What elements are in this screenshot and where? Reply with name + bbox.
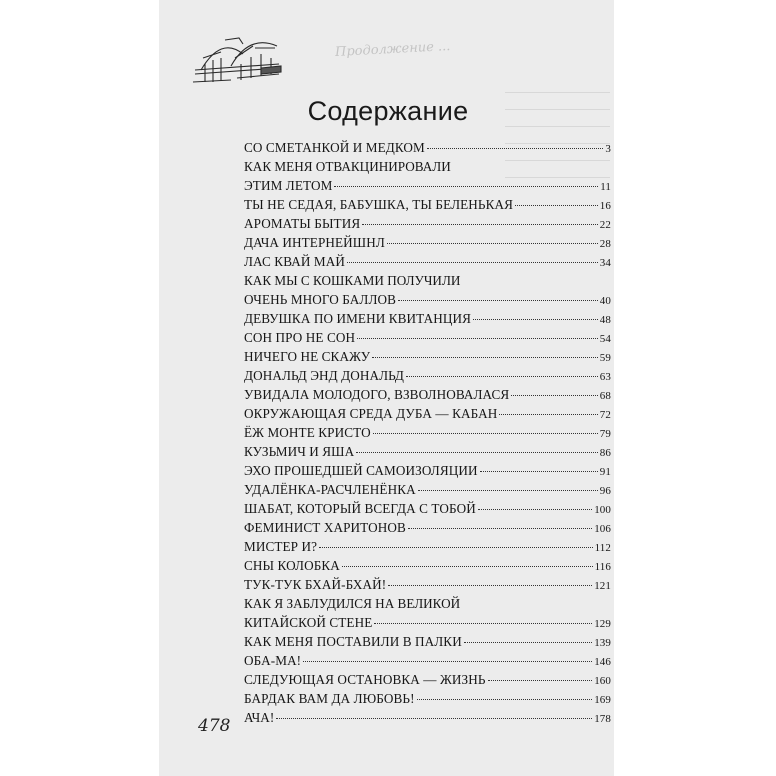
toc-entry-page: 79 [599,428,611,440]
toc-entry-title: УДАЛЁНКА-РАСЧЛЕНЁНКА [244,482,416,497]
toc-entry-page: 160 [594,675,611,687]
toc-entry-title: ДАЧА ИНТЕРНЕЙШНЛ [244,235,385,250]
dot-leader [499,414,597,415]
toc-entry-page: 11 [600,181,611,193]
toc-entry [244,518,611,537]
toc-entry [244,632,611,651]
dot-leader [388,585,592,586]
toc-entry-title: ФЕМИНИСТ ХАРИТОНОВ [244,520,406,535]
toc-entry [244,195,611,214]
toc-entry-page: 22 [599,219,611,231]
toc-entry [244,461,611,480]
dot-leader [511,395,597,396]
toc-entry-title: ДЕВУШКА ПО ИМЕНИ КВИТАНЦИЯ [244,311,472,326]
dot-leader [347,262,598,263]
toc-entry-page: 16 [599,200,611,212]
toc-entry [244,651,611,670]
dot-leader [357,338,598,339]
dot-leader [387,243,598,244]
toc-entry-title: НИЧЕГО НЕ СКАЖУ [244,349,371,364]
dot-leader [372,357,598,358]
toc-entry [244,309,611,328]
dot-leader [406,376,598,377]
dot-leader [480,471,598,472]
bridge-illustration-icon [191,24,283,88]
dot-leader [515,205,598,206]
dot-leader [342,566,593,567]
toc-entry [244,442,611,461]
toc-entry-page: 178 [594,713,611,725]
toc-entry-page: 106 [594,523,611,535]
toc-entry-title: КИТАЙСКОЙ СТЕНЕ [244,615,373,630]
dot-leader [478,509,592,510]
dot-leader [374,623,592,624]
toc-entry-title: СО СМЕТАНКОЙ И МЕДКОМ [244,140,425,155]
toc-entry [244,594,611,632]
toc-entry-title: УВИДАЛА МОЛОДОГО, ВЗВОЛНОВАЛАСЯ [244,387,510,402]
toc-entry-title: ТУК-ТУК БХАЙ-БХАЙ! [244,577,387,592]
toc-entry [244,404,611,423]
toc-entry-title: ЛАС КВАЙ МАЙ [244,254,345,269]
toc-entry-title: ЭХО ПРОШЕДШЕЙ САМОИЗОЛЯЦИИ [244,463,478,478]
dot-leader [276,718,592,719]
toc-entry-page: 40 [599,295,611,307]
toc-entry-title: ДОНАЛЬД ЭНД ДОНАЛЬД [244,368,404,383]
dot-leader [417,699,593,700]
toc-entry-title: БАРДАК ВАМ ДА ЛЮБОВЬ! [244,691,415,706]
toc-entry [244,480,611,499]
dot-leader [362,224,598,225]
toc-entry-title: СНЫ КОЛОБКА [244,558,340,573]
toc-entry-title: ОКРУЖАЮЩАЯ СРЕДА ДУБА — КАБАН [244,406,498,421]
toc-entry-title: КУЗЬМИЧ И ЯША [244,444,355,459]
toc-entry-title: ОБА-МА! [244,653,302,668]
page-title: Содержание [307,96,469,126]
toc-entry [244,347,611,366]
dot-leader [303,661,592,662]
toc-entry-title-line1: КАК МЫ С КОШКАМИ ПОЛУЧИЛИ [244,273,461,288]
toc-entry-page: 34 [599,257,611,269]
dot-leader [488,680,593,681]
toc-entry [244,385,611,404]
toc-entry-page: 112 [594,542,611,554]
toc-entry-page: 146 [594,656,611,668]
toc-entry-title: АЧА! [244,710,275,725]
toc-entry-page: 121 [594,580,611,592]
toc-entry [244,708,611,727]
toc-entry [244,328,611,347]
toc-entry-title: МИСТЕР И? [244,539,318,554]
toc-entry-title: АРОМАТЫ БЫТИЯ [244,216,361,231]
toc-entry-title: СОН ПРО НЕ СОН [244,330,356,345]
toc-entry [244,252,611,271]
toc-entry [244,366,611,385]
dot-leader [418,490,598,491]
toc-entry-title: КАК МЕНЯ ПОСТАВИЛИ В ПАЛКИ [244,634,462,649]
toc-entry-title-line1: КАК Я ЗАБЛУДИЛСЯ НА ВЕЛИКОЙ [244,596,461,611]
bleed-through-script: Продолжение ... [334,38,451,61]
toc-entry-title: ЁЖ МОНТЕ КРИСТО [244,425,371,440]
toc-entry-title: ОЧЕНЬ МНОГО БАЛЛОВ [244,292,397,307]
toc-entry [244,423,611,442]
toc-entry-page: 68 [599,390,611,402]
toc-entry-page: 86 [599,447,611,459]
toc-entry-page: 169 [594,694,611,706]
toc-entry-page: 72 [599,409,611,421]
toc-entry-page: 91 [599,466,611,478]
toc-entry [244,499,611,518]
table-of-contents [244,138,611,727]
toc-entry-page: 129 [594,618,611,630]
toc-entry-title: ТЫ НЕ СЕДАЯ, БАБУШКА, ТЫ БЕЛЕНЬКАЯ [244,197,513,212]
dot-leader [473,319,598,320]
toc-entry [244,689,611,708]
dot-leader [427,148,604,149]
toc-entry [244,556,611,575]
toc-entry-page: 139 [594,637,611,649]
dot-leader [356,452,598,453]
toc-entry-page: 96 [599,485,611,497]
toc-entry-title: СЛЕДУЮЩАЯ ОСТАНОВКА — ЖИЗНЬ [244,672,486,687]
toc-entry [244,575,611,594]
dot-leader [398,300,598,301]
toc-entry [244,214,611,233]
toc-entry-page: 54 [599,333,611,345]
toc-entry-title: ЭТИМ ЛЕТОМ [244,178,333,193]
toc-entry [244,271,611,309]
toc-entry-title-line1: КАК МЕНЯ ОТВАКЦИНИРОВАЛИ [244,159,451,174]
toc-entry-title: ШАБАТ, КОТОРЫЙ ВСЕГДА С ТОБОЙ [244,501,476,516]
toc-entry-page: 100 [594,504,611,516]
toc-entry [244,233,611,252]
toc-entry [244,537,611,556]
page-number: 478 [198,716,231,736]
toc-entry [244,670,611,689]
toc-entry-page: 116 [594,561,611,573]
toc-entry [244,138,611,157]
toc-entry-page: 59 [599,352,611,364]
toc-entry [244,157,611,195]
dot-leader [373,433,598,434]
dot-leader [319,547,593,548]
dot-leader [408,528,592,529]
toc-entry-page: 48 [599,314,611,326]
toc-entry-page: 3 [605,143,611,155]
dot-leader [464,642,592,643]
toc-entry-page: 63 [599,371,611,383]
toc-entry-page: 28 [599,238,611,250]
dot-leader [334,186,598,187]
